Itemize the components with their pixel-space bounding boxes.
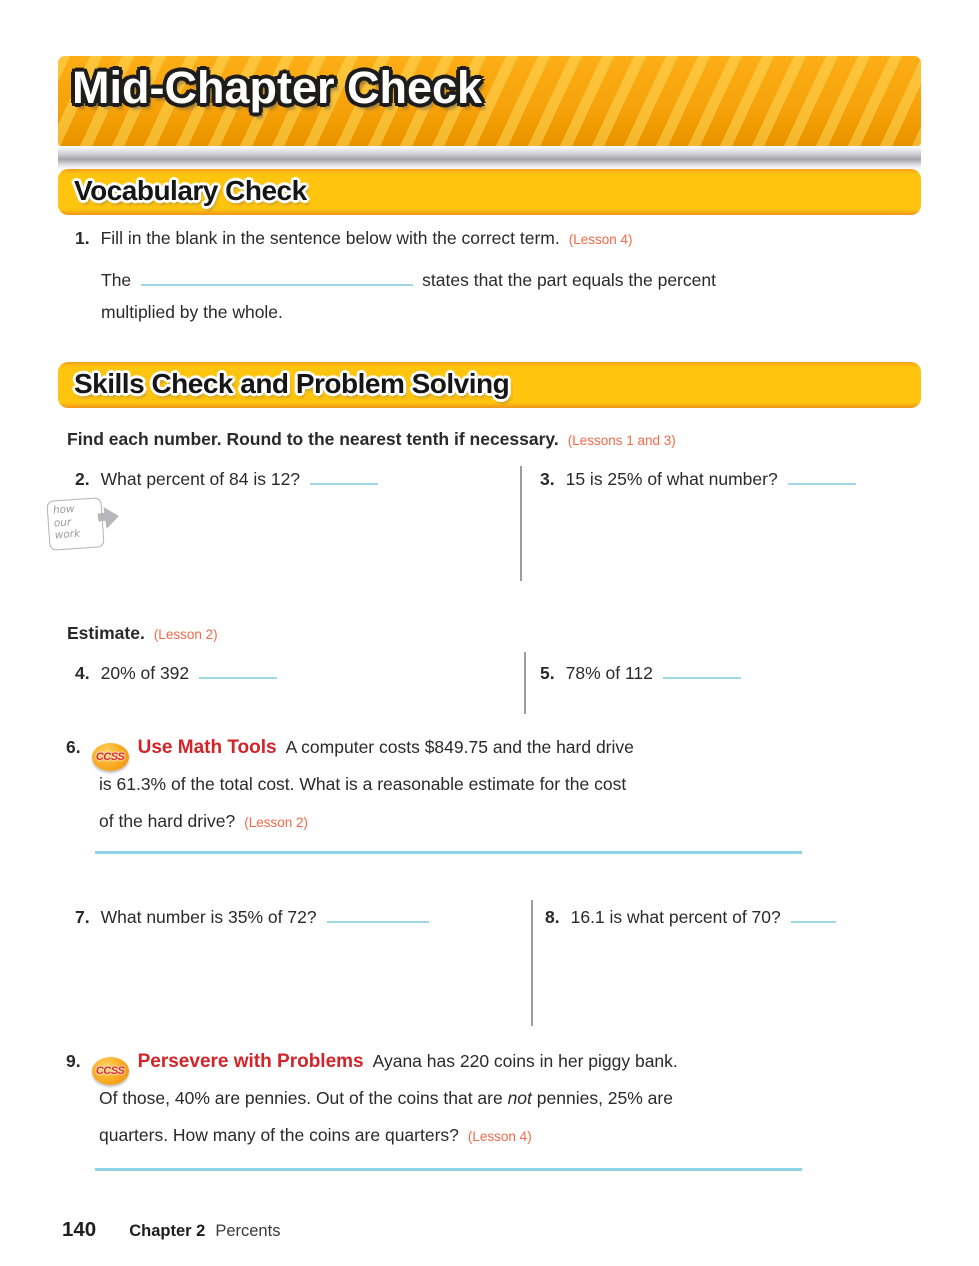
question-number: 1.	[75, 228, 90, 248]
question-6-line-3	[99, 810, 308, 834]
question-9-row	[66, 1050, 678, 1085]
sentence-start: The	[101, 270, 132, 290]
find-directive-row	[67, 428, 676, 452]
lesson-reference: (Lesson 2)	[244, 815, 308, 830]
answer-blank-q5[interactable]	[663, 663, 741, 679]
question-text: 16.1 is what percent of 70?	[570, 907, 781, 927]
question-1-prompt-row	[75, 227, 633, 251]
note-line: our	[53, 515, 72, 529]
question-number: 9.	[66, 1051, 81, 1071]
question-1-sentence-row	[101, 269, 716, 291]
question-text-italic: not	[507, 1088, 532, 1108]
answer-blank-q1[interactable]	[141, 270, 413, 286]
question-8-row	[545, 906, 836, 928]
question-text: A computer costs $849.75 and the hard drive	[285, 737, 634, 757]
question-1-sentence-row-2	[101, 301, 283, 323]
question-text: What number is 35% of 72?	[100, 907, 317, 927]
lesson-reference: (Lessons 1 and 3)	[567, 433, 676, 448]
practice-label: Persevere with Problems	[137, 1051, 364, 1072]
question-9-line-3	[99, 1124, 532, 1148]
skills-section-title: Skills Check and Problem Solving	[74, 368, 510, 399]
question-number: 7.	[75, 907, 90, 927]
vocabulary-section-title: Vocabulary Check	[74, 175, 307, 206]
question-text: 15 is 25% of what number?	[565, 469, 778, 489]
answer-blank-q4[interactable]	[199, 663, 277, 679]
answer-line-q6[interactable]	[95, 851, 802, 854]
question-number: 8.	[545, 907, 560, 927]
lesson-reference: (Lesson 4)	[568, 232, 633, 247]
show-your-work-note	[46, 497, 104, 551]
note-line: work	[54, 527, 81, 542]
question-3-row	[540, 468, 856, 490]
question-6-row	[66, 736, 634, 771]
question-text: quarters. How many of the coins are quarters?	[99, 1125, 459, 1145]
answer-blank-q3[interactable]	[788, 469, 856, 485]
practice-label: Use Math Tools	[137, 737, 277, 758]
page-title: Mid-Chapter Check	[72, 62, 483, 113]
question-text: What percent of 84 is 12?	[100, 469, 301, 489]
chapter-label: Chapter 2	[129, 1222, 206, 1240]
question-text: of the hard drive?	[99, 811, 236, 831]
question-5-row	[540, 662, 741, 684]
header-banner	[58, 56, 921, 146]
question-4-row	[75, 662, 277, 684]
chapter-topic: Percents	[215, 1222, 281, 1240]
answer-blank-q2[interactable]	[310, 469, 378, 485]
answer-line-q9[interactable]	[95, 1168, 802, 1171]
question-2-row	[75, 468, 378, 490]
question-7-row	[75, 906, 429, 928]
question-text: pennies, 25% are	[531, 1088, 673, 1108]
answer-blank-q8[interactable]	[791, 907, 836, 923]
page-number: 140	[62, 1218, 97, 1241]
question-number: 6.	[66, 737, 81, 757]
lesson-reference: (Lesson 4)	[467, 1129, 532, 1144]
question-text: Ayana has 220 coins in her piggy bank.	[372, 1051, 678, 1071]
question-text: 78% of 112	[565, 663, 653, 683]
question-text: is 61.3% of the total cost. What is a reasonable estimate for the cost	[99, 774, 627, 794]
column-divider	[531, 900, 533, 1026]
answer-blank-q7[interactable]	[327, 907, 429, 923]
question-text: Of those, 40% are pennies. Out of the coins that are	[99, 1088, 508, 1108]
question-number: 2.	[75, 469, 90, 489]
lesson-reference: (Lesson 2)	[153, 627, 218, 642]
ccss-badge-icon: CCSS	[92, 743, 129, 771]
directive-text: Estimate.	[67, 623, 145, 643]
ccss-badge-icon: CCSS	[92, 1057, 129, 1085]
question-text: Fill in the blank in the sentence below with the correct term.	[100, 228, 560, 248]
directive-text: Find each number. Round to the nearest tenth if necessary.	[67, 429, 559, 449]
question-number: 3.	[540, 469, 555, 489]
skills-section-banner	[58, 362, 921, 408]
note-line: how	[52, 503, 76, 517]
column-divider	[520, 466, 522, 581]
question-9-line-2	[99, 1087, 673, 1109]
header-shadow-strip	[58, 146, 921, 170]
note-arrow-head	[104, 505, 121, 529]
estimate-directive-row	[67, 622, 218, 646]
question-number: 5.	[540, 663, 555, 683]
page-footer	[62, 1218, 280, 1242]
sentence-continuation: multiplied by the whole.	[101, 302, 283, 322]
question-text: 20% of 392	[100, 663, 190, 683]
vocabulary-section-banner	[58, 169, 921, 215]
sentence-continuation: states that the part equals the percent	[422, 270, 716, 290]
question-number: 4.	[75, 663, 90, 683]
column-divider	[524, 652, 526, 714]
question-6-line-2	[99, 773, 626, 795]
